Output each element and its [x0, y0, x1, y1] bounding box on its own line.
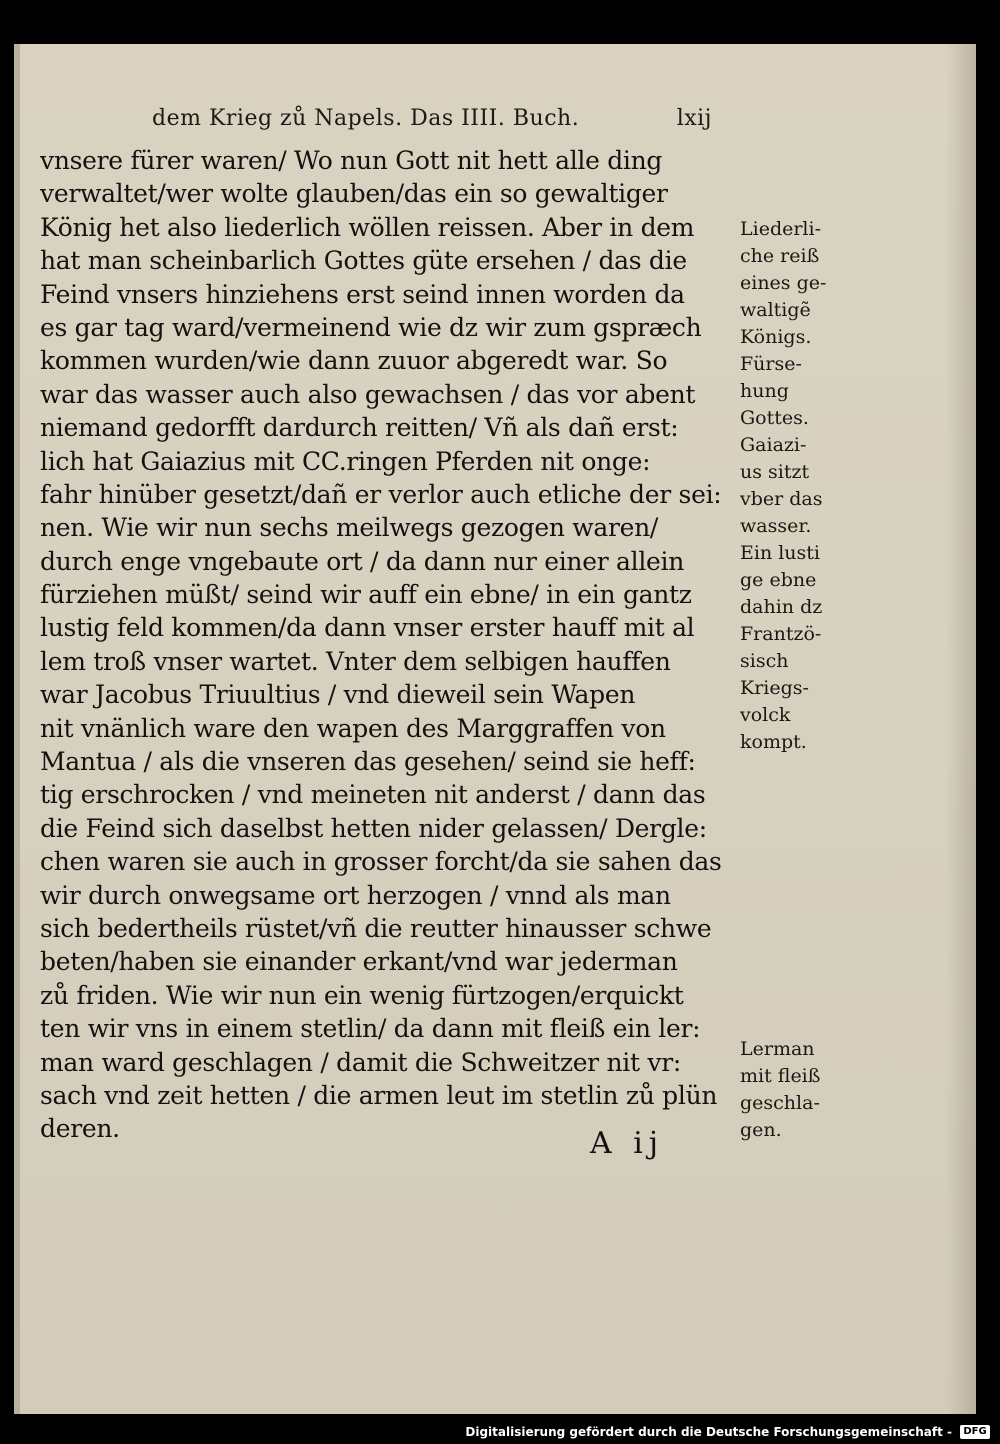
- margin-note-line: Frantzö-: [740, 623, 822, 645]
- margin-note-line: waltigẽ: [740, 299, 811, 321]
- text-line: lem troß vnser wartet. Vnter dem selbigen hauffen: [40, 646, 671, 676]
- margin-note-line: Gaiazi-: [740, 434, 807, 456]
- text-line: beten/haben sie einander erkant/vnd war jederman: [40, 947, 678, 977]
- margin-note-line: Lerman: [740, 1038, 815, 1060]
- margin-note-line: Kriegs-: [740, 677, 809, 699]
- margin-note-line: Liederli-: [740, 218, 822, 240]
- text-line: die Feind sich daselbst hetten nider gelassen/ Dergle:: [40, 813, 707, 843]
- text-line: hat man scheinbarlich Gottes güte ersehen / das die: [40, 246, 687, 276]
- scanned-page: [14, 44, 976, 1414]
- text-line: durch enge vngebaute ort / da dann nur einer allein: [40, 546, 685, 576]
- margin-note-line: Gottes.: [740, 407, 809, 429]
- margin-note-line: sisch: [740, 650, 789, 672]
- margin-note-line: Königs.: [740, 326, 812, 348]
- text-line: wir durch onwegsame ort herzogen / vnnd als man: [40, 880, 671, 910]
- margin-note-line: hung: [740, 380, 789, 402]
- margin-note-1: [740, 216, 850, 756]
- footer-credit: Digitalisierung gefördert durch die Deutsche Forschungsgemeinschaft -: [465, 1425, 952, 1439]
- text-line: kommen wurden/wie dann zuuor abgeredt war. So: [40, 346, 668, 376]
- text-line: zů friden. Wie wir nun ein wenig fürtzogen/erquickt: [40, 980, 684, 1010]
- text-line: lich hat Gaiazius mit CC.ringen Pferden nit onge:: [40, 446, 651, 476]
- text-line: man ward geschlagen / damit die Schweitzer nit vr:: [40, 1047, 681, 1077]
- margin-note-line: gen.: [740, 1119, 782, 1141]
- text-line: es gar tag ward/vermeinend wie dz wir zum gspræch: [40, 312, 702, 342]
- text-line: sich bedertheils rüstet/vñ die reutter hinausser schwe: [40, 913, 712, 943]
- margin-note-line: mit fleiß: [740, 1065, 821, 1087]
- signature-mark: A ij: [590, 1126, 665, 1161]
- text-line: Feind vnsers hinziehens erst seind innen worden da: [40, 279, 685, 309]
- folio-number: lxij: [676, 106, 712, 131]
- text-line: war das wasser auch also gewachsen / das vor abent: [40, 379, 696, 409]
- text-line: niemand gedorfft dardurch reitten/ Vñ als dañ erst:: [40, 413, 679, 443]
- text-line: nit vnänlich ware den wapen des Marggraffen von: [40, 713, 666, 743]
- margin-note-line: eines ge-: [740, 272, 827, 294]
- margin-note-line: dahin dz: [740, 596, 823, 618]
- margin-note-line: vber das: [740, 488, 823, 510]
- body-text: [40, 144, 740, 1146]
- text-line: deren.: [40, 1114, 120, 1144]
- text-line: sach vnd zeit hetten / die armen leut im stetlin zů plün: [40, 1080, 718, 1110]
- margin-note-line: geschla-: [740, 1092, 820, 1114]
- text-line: war Jacobus Triuultius / vnd dieweil sein Wapen: [40, 680, 636, 710]
- text-line: Mantua / als die vnseren das gesehen/ seind sie heff:: [40, 747, 696, 777]
- dfg-logo: DFG: [960, 1425, 990, 1439]
- text-line: König het also liederlich wöllen reissen. Aber in dem: [40, 212, 695, 242]
- footer-bar: [0, 1418, 1000, 1444]
- text-line: chen waren sie auch in grosser forcht/da sie sahen das: [40, 847, 722, 877]
- margin-note-line: Fürse-: [740, 353, 802, 375]
- text-line: tig erschrocken / vnd meineten nit anderst / dann das: [40, 780, 706, 810]
- margin-note-2: [740, 1036, 850, 1144]
- text-line: fürziehen müßt/ seind wir auff ein ebne/ in ein gantz: [40, 580, 692, 610]
- margin-note-line: kompt.: [740, 731, 807, 753]
- running-head-title: dem Krieg zů Napels. Das IIII. Buch.: [152, 106, 580, 131]
- text-line: fahr hinüber gesetzt/dañ er verlor auch etliche der sei:: [40, 479, 722, 509]
- text-line: nen. Wie wir nun sechs meilwegs gezogen waren/: [40, 513, 659, 543]
- margin-note-line: ge ebne: [740, 569, 817, 591]
- margin-note-line: wasser.: [740, 515, 812, 537]
- margin-note-line: che reiß: [740, 245, 820, 267]
- margin-note-line: volck: [740, 704, 791, 726]
- margin-note-line: Ein lusti: [740, 542, 820, 564]
- text-line: ten wir vns in einem stetlin/ da dann mit fleiß ein ler:: [40, 1014, 701, 1044]
- running-head: [152, 106, 712, 136]
- margin-note-line: us sitzt: [740, 461, 810, 483]
- text-line: verwaltet/wer wolte glauben/das ein so gewaltiger: [40, 179, 668, 209]
- text-line: lustig feld kommen/da dann vnser erster hauff mit al: [40, 613, 695, 643]
- text-line: vnsere fürer waren/ Wo nun Gott nit hett alle ding: [40, 146, 663, 175]
